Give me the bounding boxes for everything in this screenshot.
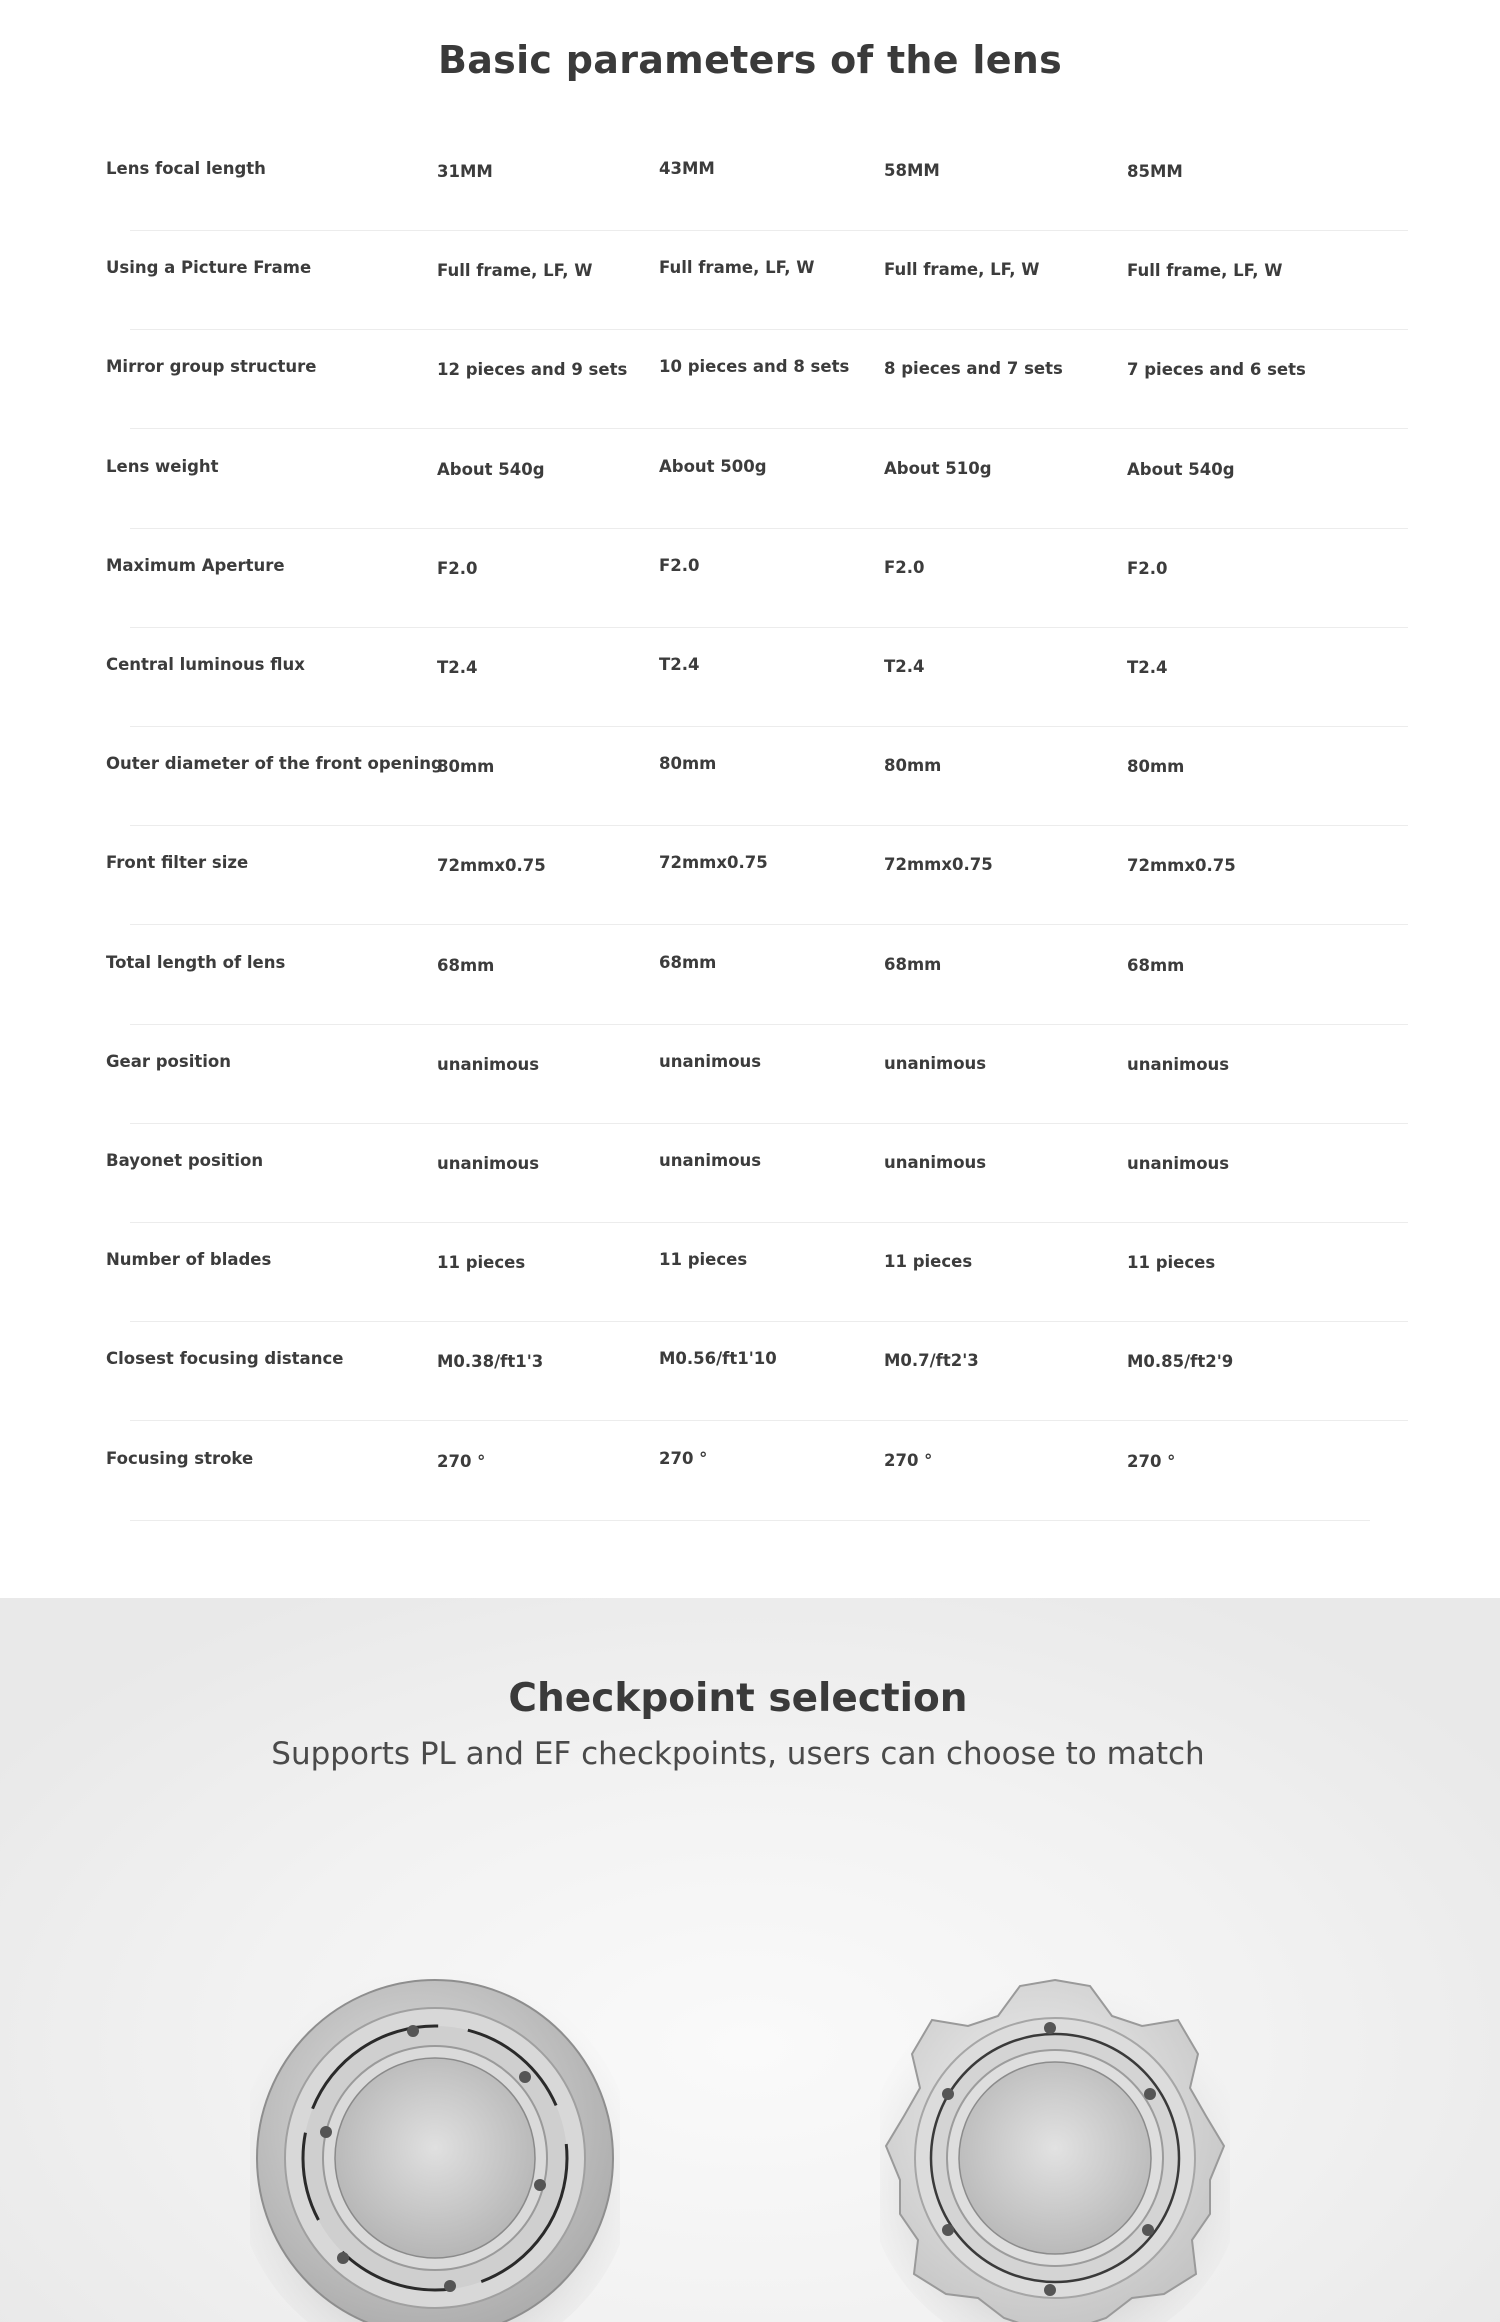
spec-value: 80mm xyxy=(437,757,495,777)
row-divider xyxy=(130,528,1408,529)
row-divider xyxy=(130,825,1408,826)
spec-value: T2.4 xyxy=(437,658,478,677)
spec-value: 80mm xyxy=(884,756,942,776)
pl-mount-image xyxy=(880,1968,1230,2322)
spec-value: 68mm xyxy=(659,952,717,972)
spec-label: Mirror group structure xyxy=(106,357,317,377)
row-divider xyxy=(130,1123,1408,1124)
spec-label: Closest focusing distance xyxy=(106,1349,344,1369)
spec-value: Full frame, LF, W xyxy=(659,258,815,278)
row-divider xyxy=(130,726,1408,727)
spec-label: Number of blades xyxy=(106,1250,272,1270)
spec-value: 72mmx0.75 xyxy=(884,855,993,875)
spec-value: unanimous xyxy=(884,1053,987,1073)
spec-value: Full frame, LF, W xyxy=(884,260,1040,280)
specs-title: Basic parameters of the lens xyxy=(437,38,1063,82)
spec-value: Full frame, LF, W xyxy=(437,261,593,281)
spec-row xyxy=(0,232,1500,331)
spec-value: 7 pieces and 6 sets xyxy=(1127,360,1306,380)
spec-label: Using a Picture Frame xyxy=(106,258,312,278)
spec-value: 11 pieces xyxy=(437,1253,526,1273)
spec-value: unanimous xyxy=(659,1151,762,1170)
spec-value: 85MM xyxy=(1127,162,1183,181)
spec-value: M0.85/ft2'9 xyxy=(1127,1352,1234,1372)
spec-value: unanimous xyxy=(437,1154,540,1173)
spec-row xyxy=(0,133,1500,232)
spec-row xyxy=(0,1224,1500,1323)
spec-label: Bayonet position xyxy=(106,1151,264,1170)
spec-value: 8 pieces and 7 sets xyxy=(884,359,1063,379)
spec-label: Total length of lens xyxy=(106,952,286,972)
spec-label: Focusing stroke xyxy=(106,1448,254,1468)
spec-value: 72mmx0.75 xyxy=(437,856,546,876)
spec-label: Gear position xyxy=(106,1051,231,1071)
spec-value: 11 pieces xyxy=(1127,1253,1216,1273)
spec-label: Front filter size xyxy=(106,853,249,873)
spec-row xyxy=(0,1423,1500,1522)
spec-value: 80mm xyxy=(659,754,717,774)
row-divider xyxy=(130,230,1408,231)
spec-label: Lens focal length xyxy=(106,159,266,178)
spec-value: unanimous xyxy=(1127,1154,1230,1173)
spec-value: 11 pieces xyxy=(884,1252,973,1272)
spec-value: unanimous xyxy=(884,1153,987,1172)
spec-value: 270 ° xyxy=(659,1448,708,1468)
spec-value: 10 pieces and 8 sets xyxy=(659,357,850,377)
spec-value: T2.4 xyxy=(1127,658,1168,677)
spec-value: About 540g xyxy=(1127,459,1235,479)
spec-row xyxy=(0,827,1500,926)
spec-value: 11 pieces xyxy=(659,1250,748,1270)
mounts-subtitle: Supports PL and EF checkpoints, users can choose to match xyxy=(271,1736,1205,1772)
row-divider xyxy=(130,1520,1370,1521)
spec-value: M0.56/ft1'10 xyxy=(659,1349,777,1369)
spec-value: 68mm xyxy=(437,955,495,975)
spec-label: Outer diameter of the front opening xyxy=(106,754,443,774)
spec-value: 12 pieces and 9 sets xyxy=(437,360,628,380)
mounts-title: Checkpoint selection xyxy=(508,1676,968,1721)
spec-row xyxy=(0,331,1500,430)
spec-value: F2.0 xyxy=(437,558,478,578)
spec-value: unanimous xyxy=(1127,1054,1230,1074)
spec-value: F2.0 xyxy=(884,557,925,577)
spec-row xyxy=(0,530,1500,629)
spec-row xyxy=(0,728,1500,827)
row-divider xyxy=(130,924,1408,925)
row-divider xyxy=(130,1420,1408,1421)
spec-value: 68mm xyxy=(884,954,942,974)
row-divider xyxy=(130,1024,1408,1025)
spec-value: 68mm xyxy=(1127,955,1185,975)
spec-value: About 510g xyxy=(884,458,992,478)
spec-value: M0.7/ft2'3 xyxy=(884,1351,979,1371)
spec-value: 72mmx0.75 xyxy=(1127,856,1236,876)
ef-mount-image xyxy=(250,1968,620,2322)
spec-label: Lens weight xyxy=(106,456,219,476)
spec-row xyxy=(0,629,1500,728)
spec-value: 31MM xyxy=(437,162,493,181)
spec-row xyxy=(0,1026,1500,1125)
spec-value: F2.0 xyxy=(659,555,700,575)
spec-value: 80mm xyxy=(1127,757,1185,777)
spec-value: 43MM xyxy=(659,159,715,178)
spec-value: About 500g xyxy=(659,456,767,476)
spec-value: T2.4 xyxy=(884,657,925,676)
checkpoint-selection-section xyxy=(0,1598,1500,2322)
spec-value: F2.0 xyxy=(1127,558,1168,578)
spec-value: 58MM xyxy=(884,161,940,180)
row-divider xyxy=(130,627,1408,628)
spec-row xyxy=(0,1323,1500,1422)
spec-value: Full frame, LF, W xyxy=(1127,261,1283,281)
spec-value: unanimous xyxy=(659,1051,762,1071)
row-divider xyxy=(130,329,1408,330)
spec-value: 270 ° xyxy=(1127,1451,1176,1471)
spec-value: 72mmx0.75 xyxy=(659,853,768,873)
spec-row xyxy=(0,1125,1500,1224)
row-divider xyxy=(130,1222,1408,1223)
spec-value: 270 ° xyxy=(437,1451,486,1471)
spec-row xyxy=(0,927,1500,1026)
spec-value: unanimous xyxy=(437,1054,540,1074)
spec-value: About 540g xyxy=(437,459,545,479)
spec-value: 270 ° xyxy=(884,1450,933,1470)
row-divider xyxy=(130,428,1408,429)
spec-row xyxy=(0,431,1500,530)
spec-label: Central luminous flux xyxy=(106,655,305,674)
spec-value: M0.38/ft1'3 xyxy=(437,1352,544,1372)
spec-label: Maximum Aperture xyxy=(106,555,285,575)
spec-value: T2.4 xyxy=(659,655,700,674)
row-divider xyxy=(130,1321,1408,1322)
